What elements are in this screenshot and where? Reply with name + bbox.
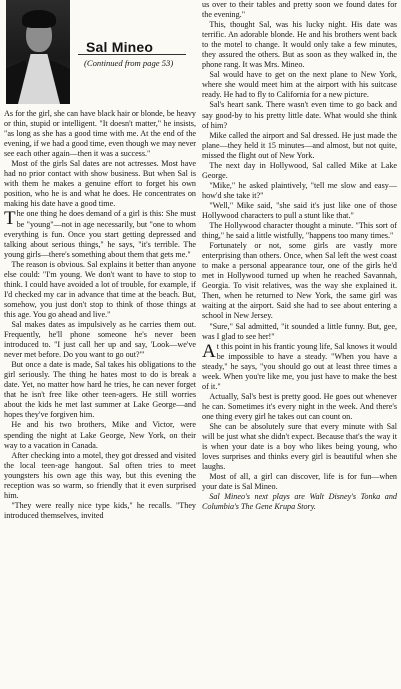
paragraph-text: "Well," Mike said, "she said it's just like one of those Hollywood characters to pull a stunt like that." [202, 200, 397, 220]
paragraph [4, 420, 196, 450]
paragraph-text: Most of all, a girl can discover, life is for fun—when your date is Sal Mineo. [202, 472, 397, 492]
paragraph [4, 260, 196, 320]
right-column [202, 0, 397, 689]
paragraph [4, 501, 196, 521]
paragraph-text: He and his two brothers, Mike and Victor, were spending the night at Lake George, New York, on their way to a vacation in Canada. [4, 420, 196, 450]
paragraph-text: Mike called the airport and Sal dressed. He just made the plane—they held it 15 minutes—and almost, but not quite, missed the flight out of New York. [202, 130, 397, 160]
paragraph [202, 221, 397, 241]
paragraph [202, 20, 397, 70]
paragraph-text: Actually, Sal's best is pretty good. He goes out whenever he can. Sometimes it's every night in the week. And there's one thing every girl he takes out can count on. [202, 391, 397, 421]
paragraph [202, 392, 397, 422]
paragraph-text: Sal makes dates as impulsively as he carries them out. Frequently, he'll phone someone he's never been introduced to. "I just call her up and say, 'Look—we've never met before. Do you want to go out?'" [4, 319, 196, 360]
right-body-text [202, 0, 397, 492]
paragraph-text: The next day in Hollywood, Sal called Mike at Lake George. [202, 160, 397, 180]
drop-cap: T [4, 208, 16, 230]
paragraph [202, 70, 397, 100]
paragraph [202, 161, 397, 181]
paragraph-text: "Sure," Sal admitted, "it sounded a little funny. But, gee, was I glad to see her!" [202, 321, 397, 341]
paragraph-text: "Mike," he asked plaintively, "tell me slow and easy—how'd she take it?" [202, 180, 397, 200]
paragraph-text: The Hollywood character thought a minute. "This sort of thing," he said a little wistfully, "happens too many times." [202, 221, 397, 241]
article-header [6, 0, 196, 107]
paragraph [4, 451, 196, 501]
paragraph-text: "They were really nice type kids," he recalls. "They introduced themselves, invited [4, 500, 196, 520]
paragraph-text: This, thought Sal, was his lucky night. His date was terrific. An adorable blonde. He and his brothers went back to the motel to change. It would only take a few minutes, they assured the others. But as soon as they walked in, the phone rang. It was Mrs. Mineo. [202, 20, 397, 70]
paragraph [202, 422, 397, 472]
paragraph-text: The reason is obvious. Sal explains it better than anyone else could: "I'm young. We don't want to have to stop to think. I could have avoided a lot of trouble, for example, if I'd checked my car in advance that time at the beach. But, somehow, you just don't stop to think of those things at this age. You go ahead and live." [4, 259, 196, 319]
continued-note: (Continued from page 53) [84, 58, 174, 68]
paragraph [202, 342, 397, 392]
paragraph-text: t this point in his frantic young life, Sal knows it would be impossible to have a steady. "When you have a steady," he says, "you should go out at least three times a week. When you're like me, you just have to make the best of it." [202, 341, 397, 391]
paragraph [202, 201, 397, 221]
paragraph-text: Fortunately or not, some girls are vastly more enterprising than others. Once, when Sal left the west coast to make a personal appearance tour, one of the girls he'd met in Hollywood turned up when he reached Savannah, Georgia. To visit relatives, was the way she explained it. Then, when he returned to New York, the same girl was waiting at the airport. Said she had to see about entering a school in New Jersey. [202, 241, 397, 321]
paragraph-text: After checking into a motel, they got dressed and visited the local teen-age hangout. Sal often tries to meet youngsters his own age this way, but this evening the reception was so warm, so friendly that it even surprised him. [4, 450, 196, 500]
paragraph-text: us over to their tables and pretty soon we found dates for the evening." [202, 0, 397, 20]
paragraph [202, 100, 397, 130]
paragraph [202, 472, 397, 492]
paragraph-text: Sal would have to get on the next plane to New York, where she would meet him at the airport with his suitcase ready. He had to fly to California for a new picture. [202, 70, 397, 100]
left-column [4, 0, 196, 689]
paragraph [4, 360, 196, 420]
drop-cap: A [202, 340, 216, 362]
paragraph-text: As for the girl, she can have black hair or blonde, be heavy or thin, stupid or intelligent. "It doesn't matter," he insists, "as long as she has a good time with me. At the end of the evening, if we had a good time, even though we may never see each other again—then it was a success." [4, 109, 197, 159]
paragraph [202, 322, 397, 342]
paragraph [202, 241, 397, 321]
paragraph-text: Sal's heart sank. There wasn't even time to go back and say good-by to his pretty little date. What would she think of him? [202, 100, 397, 130]
paragraph [202, 131, 397, 161]
paragraph-text: he one thing he does demand of a girl is this: She must be "young"—not in age necessarily, but "one to whom everything is fun. Once you start getting depressed and talking about serious things," he says, "it's terrible. The young girls—there's something about them that gets me." [4, 209, 196, 259]
paragraph-text: She can be absolutely sure that every minute with Sal will be just what she didn't expect. Because that's the way it is when your date is a boy who likes being young, who loves surprises and thinks every girl is beautiful when she laughs. [202, 421, 397, 472]
paragraph [4, 209, 196, 259]
paragraph [4, 109, 196, 159]
paragraph [202, 0, 397, 20]
portrait-photo [6, 0, 70, 104]
paragraph-text: But once a date is made, Sal takes his obligations to the girl seriously. The thing he hates most to do is break a date. Yet, no matter how hard he tries, he can never forget that he isn't free like other teen-agers. He still worries about the kids he met last summer at Lake George—and hopes they've forgiven him. [4, 360, 196, 420]
closing-note: Sal Mineo's next plays are Walt Disney's Tonka and Columbia's The Gene Krupa Story. [202, 492, 397, 512]
paragraph [202, 181, 397, 201]
article-title: Sal Mineo [86, 39, 154, 55]
paragraph-text: Most of the girls Sal dates are not actresses. Most have had no prior contact with show business. But when Sal is with them he makes a genuine effort to forget his own position, who he is and what he does. He concentrates on making his date have a good time. [4, 159, 196, 209]
paragraph [4, 159, 196, 209]
paragraph [4, 320, 196, 360]
left-body-text [4, 109, 196, 521]
